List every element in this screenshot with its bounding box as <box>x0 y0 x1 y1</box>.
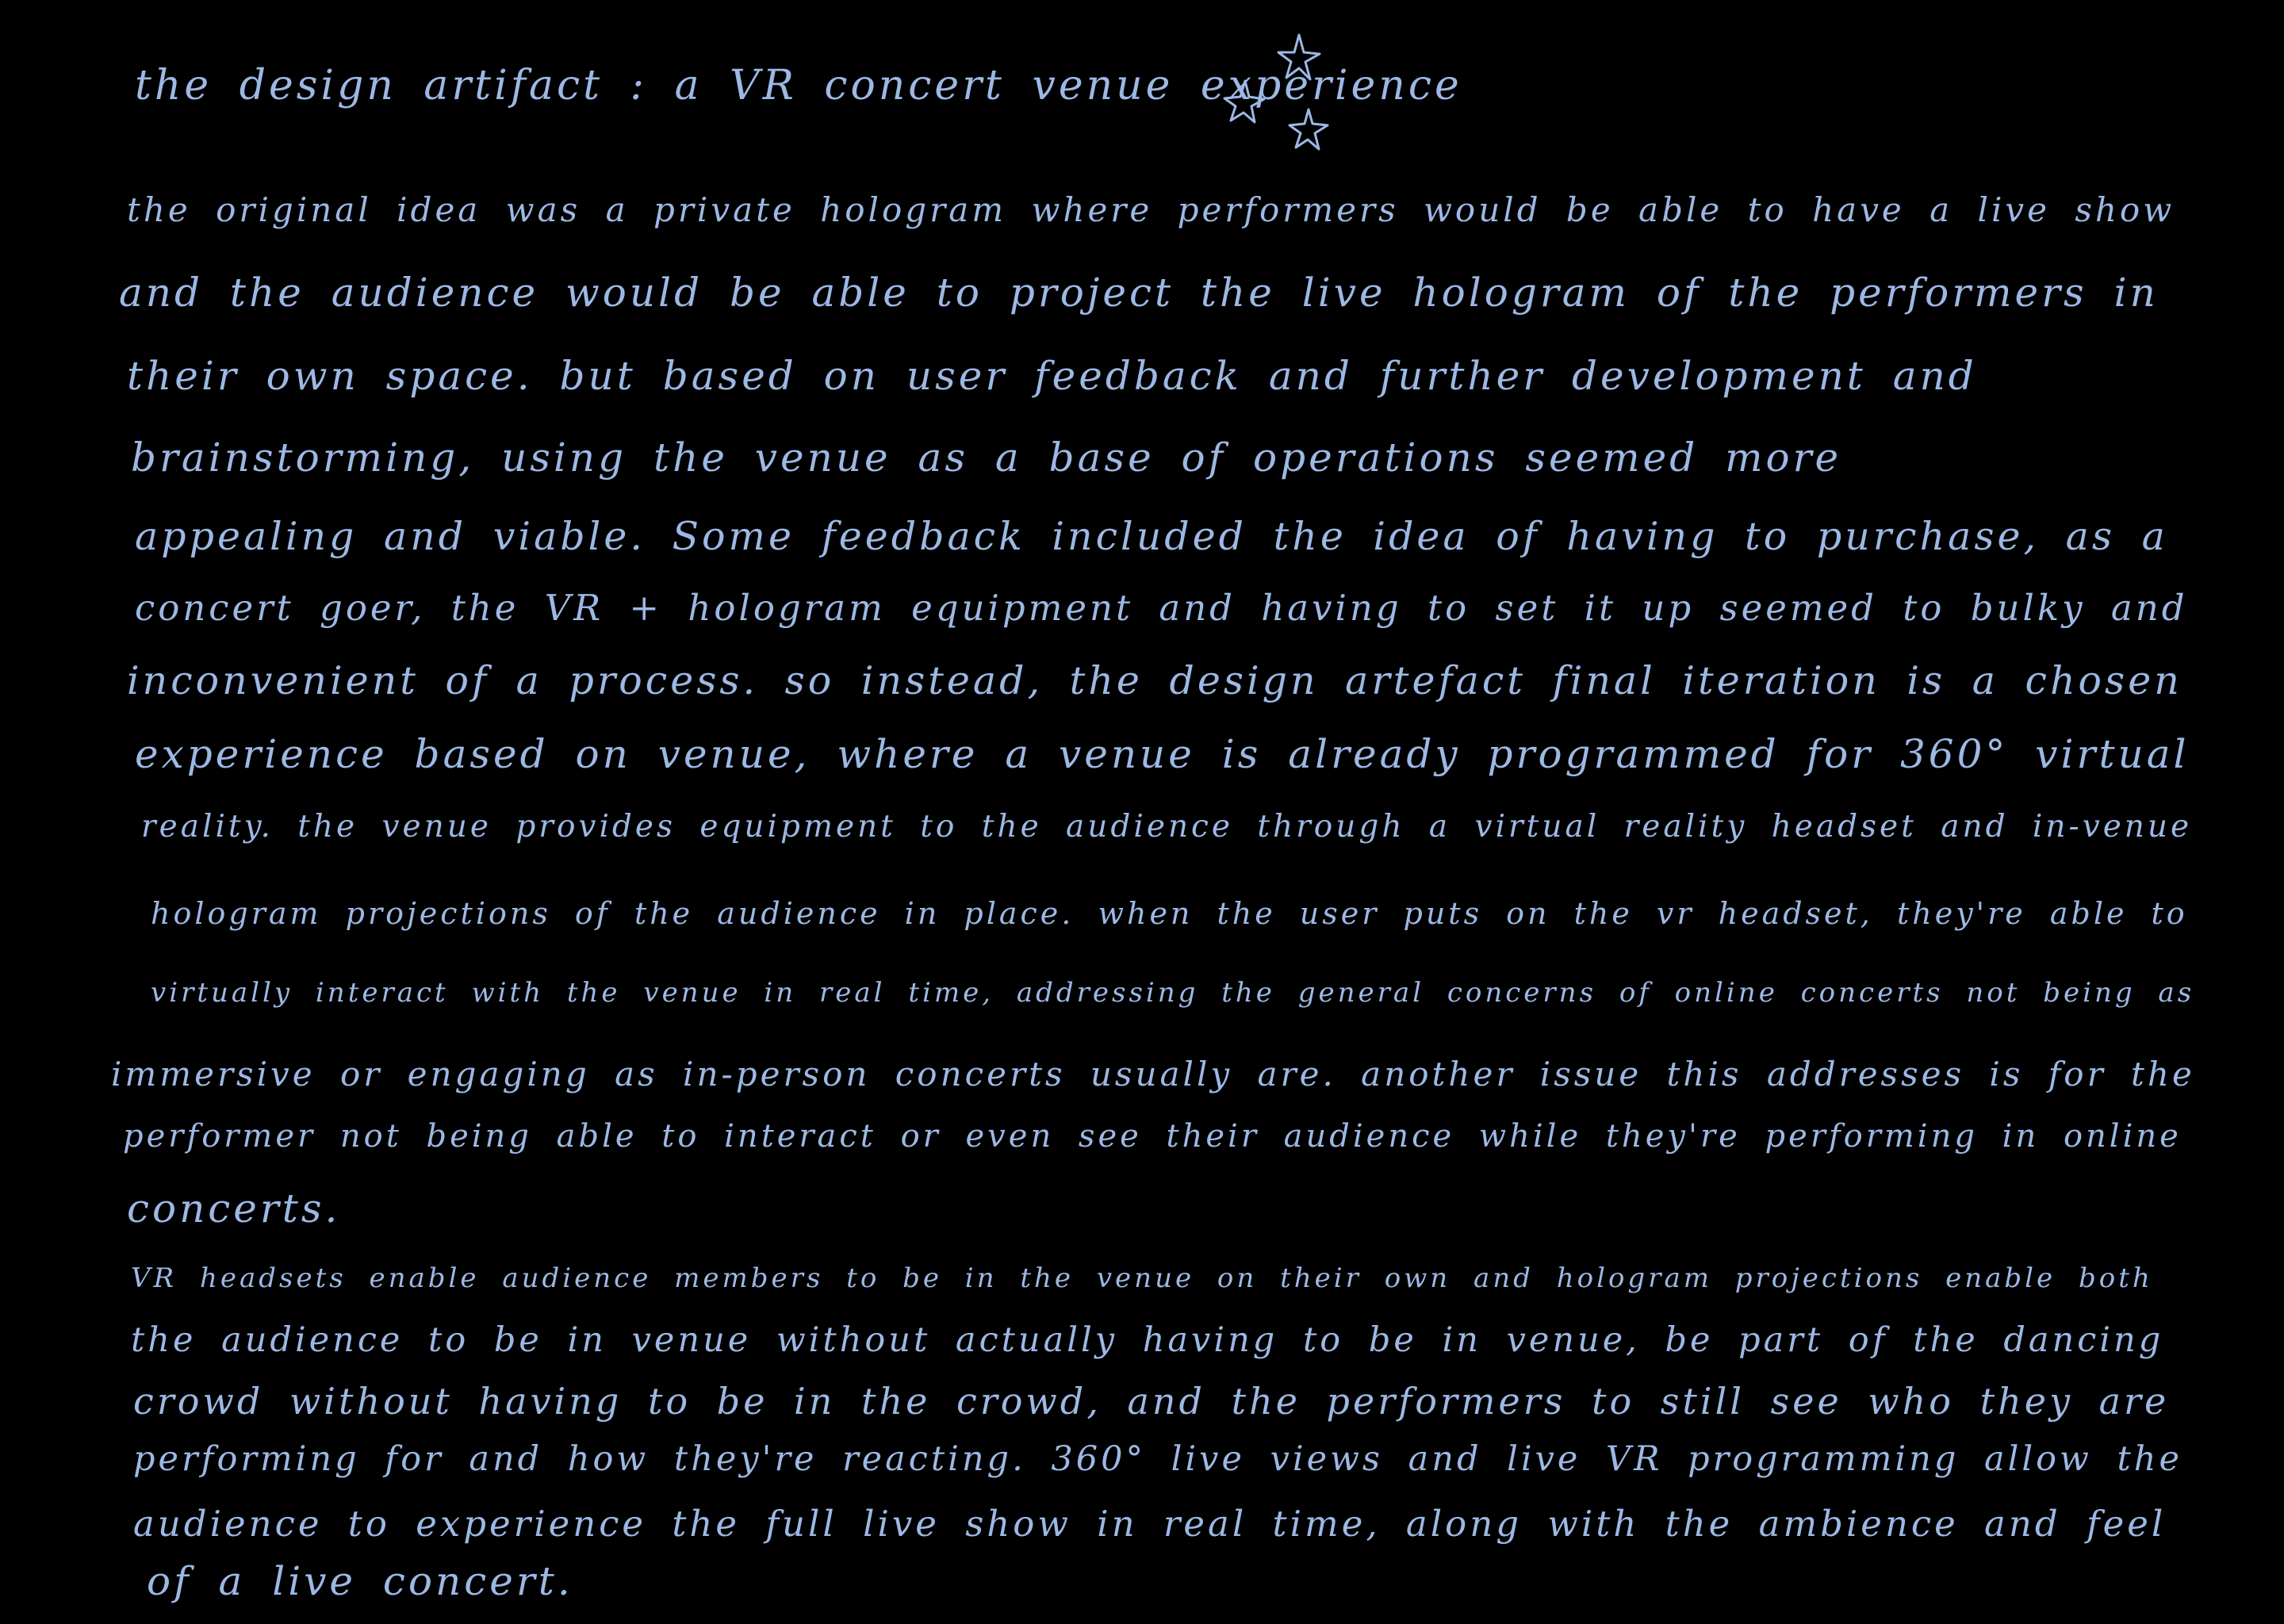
paragraph1-line-8: experience based on venue, where a venue is already programmed for 360° virtual <box>135 731 2190 777</box>
paragraph1-line-13: performer not being able to interact or even see their audience while they're performing in online <box>123 1118 2182 1155</box>
paragraph1-line-6: concert goer, the VR + hologram equipment and having to set it up seemed to bulky and <box>135 587 2188 629</box>
paragraph1-line-1: the original idea was a private hologram where performers would be able to have a live show <box>127 190 2175 229</box>
three-stars-doodle-icon <box>1213 24 1348 159</box>
paragraph2-line-2: the audience to be in venue without actually having to be in venue, be part of the dancing <box>131 1320 2164 1360</box>
paragraph2-line-6: of a live concert. <box>147 1558 573 1604</box>
paragraph1-line-10: hologram projections of the audience in place. when the user puts on the vr headset, they're able to <box>151 896 2188 931</box>
paragraph1-line-14: concerts. <box>127 1185 341 1231</box>
paragraph1-line-11: virtually interact with the venue in real time, addressing the general concerns of online concerts not being as <box>151 977 2195 1009</box>
paragraph2-line-5: audience to experience the full live show in real time, along with the ambience and feel <box>133 1503 2167 1545</box>
paragraph1-line-9: reality. the venue provides equipment to the audience through a virtual reality headset and in-venue <box>141 809 2193 845</box>
paragraph1-line-5: appealing and viable. Some feedback included the idea of having to purchase, as a <box>135 514 2168 559</box>
paragraph2-line-4: performing for and how they're reacting. 360° live views and live VR programming allow the <box>133 1439 2182 1479</box>
paragraph2-line-3: crowd without having to be in the crowd, and the performers to still see who they are <box>133 1380 2170 1423</box>
paragraph1-line-7: inconvenient of a process. so instead, the design artefact final iteration is a chosen <box>127 658 2182 703</box>
paragraph1-line-4: brainstorming, using the venue as a base of operations seemed more <box>131 435 1842 481</box>
paragraph1-line-2: and the audience would be able to project the live hologram of the performers in <box>119 270 2159 316</box>
paragraph1-line-12: immersive or engaging as in-person concerts usually are. another issue this addresses is for the <box>111 1055 2195 1094</box>
paragraph2-line-1: VR headsets enable audience members to be in the venue on their own and hologram projections enable both <box>131 1262 2153 1294</box>
paragraph1-line-3: their own space. but based on user feedback and further development and <box>127 353 1977 399</box>
note-title: the design artifact : a VR concert venue experience <box>135 62 1462 109</box>
